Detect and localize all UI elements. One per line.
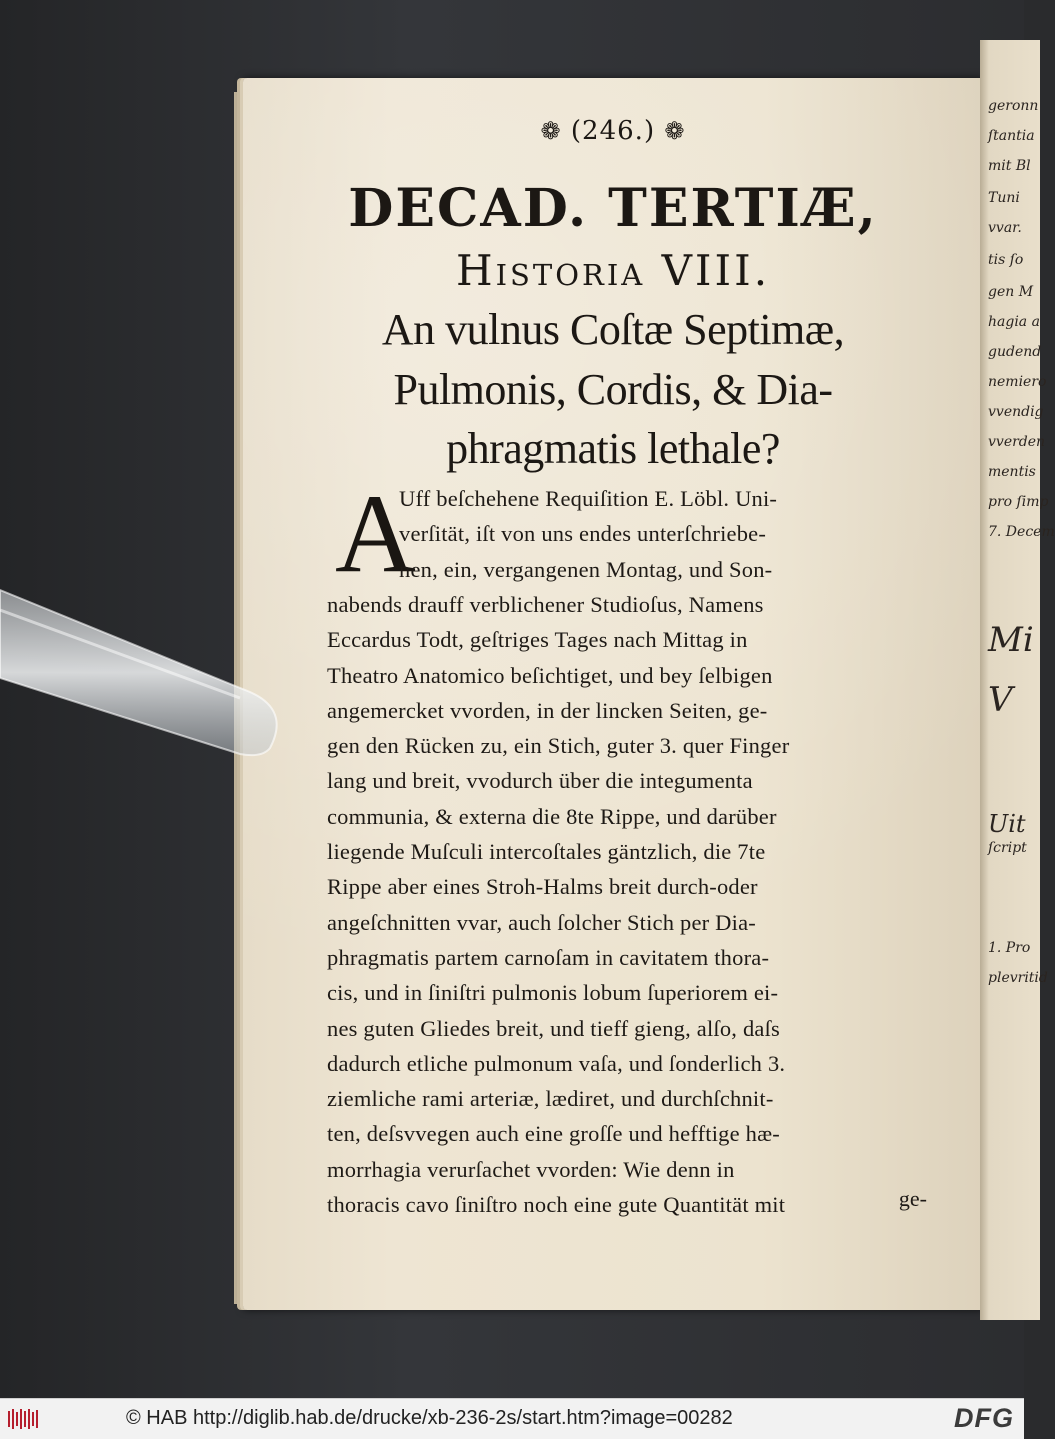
body-line: Theatro Anatomico beſichtiget, und bey ſelbigen: [327, 662, 773, 688]
body-line: nen, ein, vergangenen Montag, und Son-: [399, 556, 773, 582]
facing-page-fragment: gen M: [988, 284, 1034, 300]
facing-page-fragment: 7. Decem: [988, 524, 1055, 540]
facing-page-fragment: vverden: [988, 434, 1046, 450]
facing-page-fragment: mentis: [988, 464, 1036, 480]
facing-page-fragment: nemiero: [988, 374, 1047, 390]
question-line: phragmatis lethale?: [446, 424, 780, 473]
facing-page-fragment: pro ſimp: [988, 494, 1049, 510]
body-line: ten, deſsvvegen auch eine groſſe und hefftige hæ-: [327, 1121, 780, 1147]
body-line: Eccardus Todt, geſtriges Tages nach Mittag in: [327, 627, 748, 653]
facing-page-fragment: ſtantia: [988, 128, 1035, 144]
body-line: nabends drauff verblichener Studioſus, Namens: [327, 591, 764, 617]
body-line: angeſchnitten vvar, auch ſolcher Stich per Dia-: [327, 909, 756, 935]
facing-page-fragment: vvendig: [988, 404, 1044, 420]
facing-page-fragment: Mi: [988, 620, 1034, 660]
body-line: dadurch etliche pulmonum vaſa, und ſonderlich 3.: [327, 1050, 786, 1076]
question-line: Pulmonis, Cordis, & Dia-: [393, 365, 833, 414]
page-number-text: (246.): [570, 116, 656, 146]
body-line: gen den Rücken zu, ein Stich, guter 3. quer Finger: [327, 733, 790, 759]
body-line: Uff beſchehene Requiſition E. Löbl. Uni-: [399, 486, 778, 511]
facing-page-fragment: gudend: [988, 344, 1042, 360]
body-line: thoracis cavo ſiniſtro noch eine gute Quantität mit: [327, 1192, 786, 1217]
facing-page-fragment: tis ſo: [988, 252, 1024, 268]
body-line: nes guten Gliedes breit, und tieff gieng, alſo, daſs: [327, 1015, 781, 1041]
body-line: cis, und in ſiniſtri pulmonis lobum ſuperiorem ei-: [327, 980, 779, 1006]
facing-page-fragment: mit Bl: [988, 158, 1031, 174]
body-line: Rippe aber eines Stroh-Halms breit durch-oder: [327, 874, 758, 900]
facing-page-fragment: plevritid: [988, 970, 1048, 986]
facing-page-fragment: Uit: [988, 810, 1026, 838]
facing-page-fragment: ſcript: [988, 840, 1027, 856]
drop-cap: A: [335, 472, 416, 596]
facing-page-edge: [980, 40, 1055, 1320]
body-line: liegende Muſculi intercoſtales gäntzlich, die 7te: [327, 839, 766, 864]
footer-bar: [0, 1398, 1024, 1439]
body-line: phragmatis partem carnoſam in cavitatem thora-: [327, 944, 770, 970]
facing-page-fragment: V: [988, 680, 1013, 720]
ornament-left-icon: ❁: [540, 117, 562, 145]
facing-page-fragment: hagia a: [988, 314, 1040, 330]
history-title: Historia VIII.: [455, 246, 771, 295]
body-line: verſität, iſt von uns endes unterſchriebe-: [399, 521, 767, 547]
library-logo-icon: [6, 1407, 42, 1431]
page-number: [243, 116, 983, 146]
dfg-logo: DFG: [954, 1403, 1014, 1433]
facing-page-fragment: vvar.: [988, 220, 1022, 236]
body-line: lang und breit, vvodurch über die integumenta: [327, 768, 753, 794]
copyright-link[interactable]: © HAB http://diglib.hab.de/drucke/xb-236-2s/start.htm?image=00282: [126, 1407, 733, 1429]
page-weight-icon: [0, 580, 300, 760]
body-line: ziemliche rami arteriæ, lædiret, und durchſchnit-: [327, 1086, 774, 1112]
question-line: An vulnus Coſtæ Septimæ,: [381, 305, 845, 354]
facing-page-fragment: Tuni: [988, 190, 1020, 206]
catchword: ge-: [898, 1186, 927, 1211]
ornament-right-icon: ❁: [664, 117, 686, 145]
body-line: communia, & externa die 8te Rippe, und darüber: [327, 803, 777, 829]
facing-page-fragment: 1. Pro: [988, 940, 1031, 956]
body-line: morrhagia verurſachet vvorden: Wie denn in: [327, 1156, 735, 1182]
decade-title: DECAD. TERTIÆ,: [348, 178, 878, 239]
facing-page-fragment: geronn: [988, 98, 1039, 114]
body-line: angemercket vvorden, in der lincken Seiten, ge-: [327, 697, 768, 723]
book-page: [243, 78, 983, 1310]
